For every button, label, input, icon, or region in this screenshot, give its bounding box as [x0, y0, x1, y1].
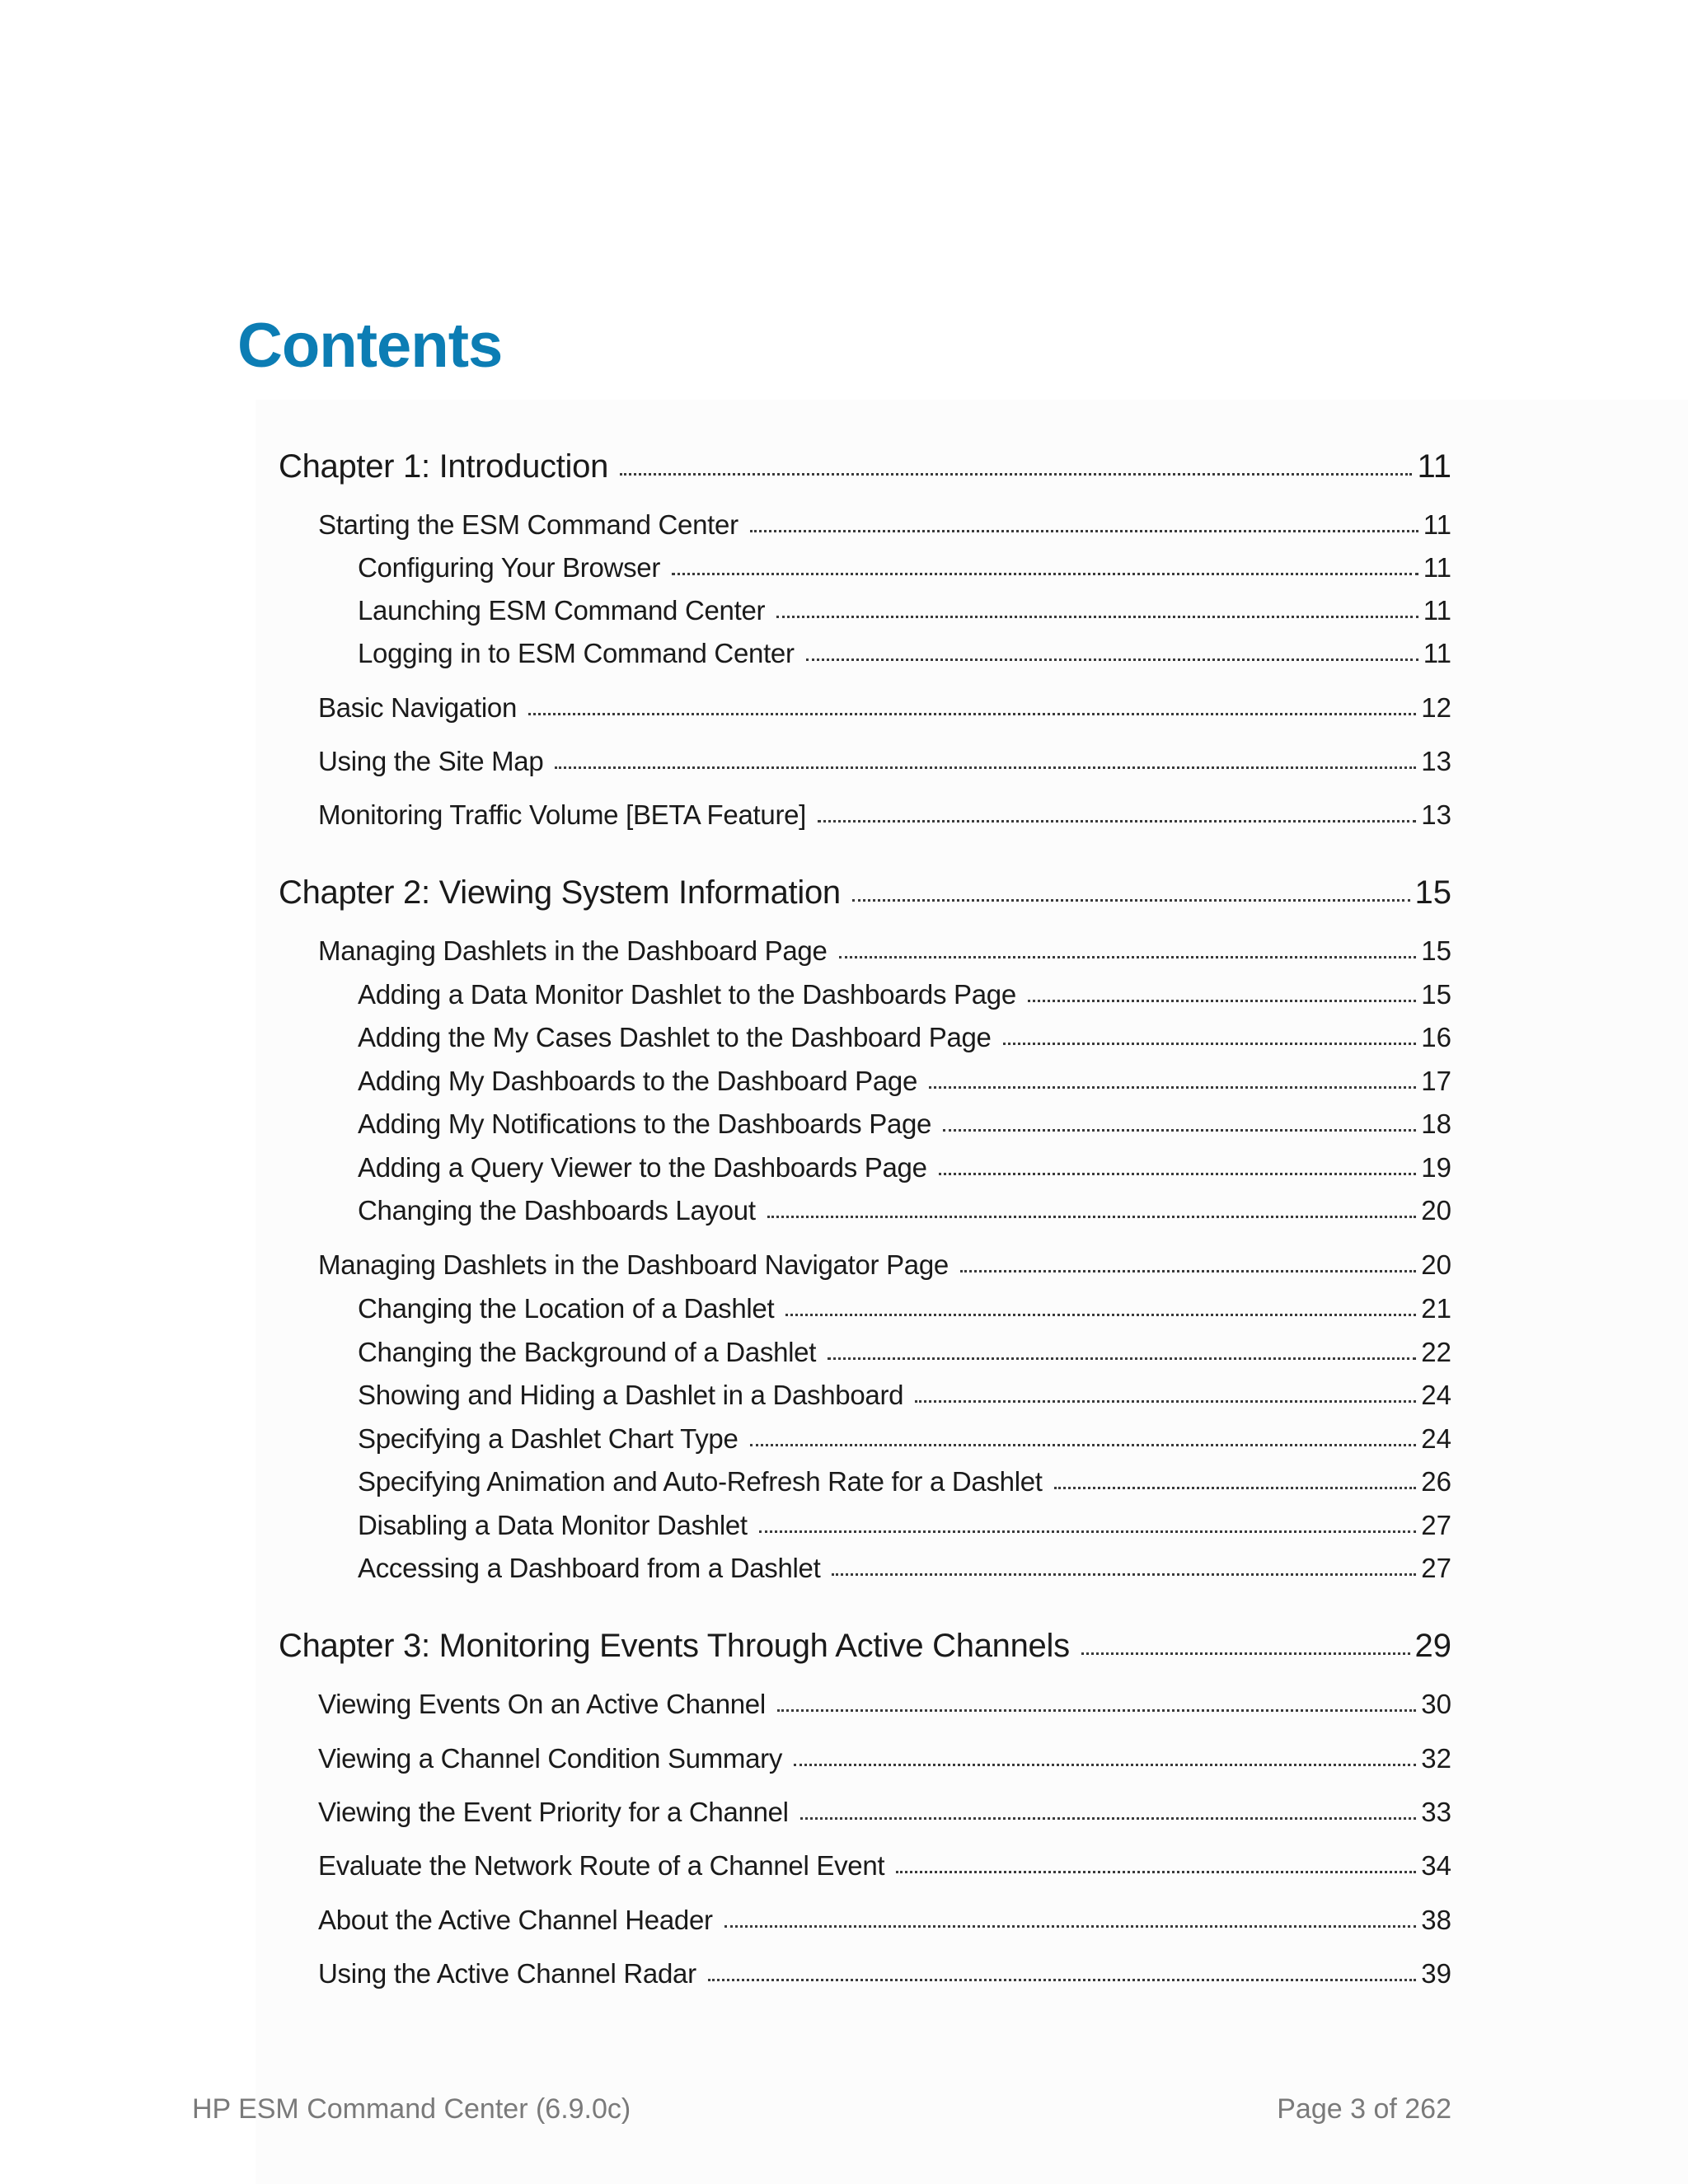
dot-leader: [528, 713, 1416, 715]
toc-page-number: 26: [1421, 1466, 1451, 1497]
toc-subsection[interactable]: [358, 1024, 1451, 1051]
dot-leader: [759, 1530, 1416, 1533]
toc-page-number: 29: [1414, 1628, 1451, 1664]
toc-label: Adding My Notifications to the Dashboards Page: [358, 1108, 932, 1139]
toc-section[interactable]: [318, 1960, 1451, 1987]
toc-page-number: 12: [1421, 692, 1451, 723]
toc-page-number: 33: [1421, 1797, 1451, 1827]
dot-leader: [750, 530, 1418, 532]
toc-page-number: 19: [1421, 1152, 1451, 1183]
toc-subsection[interactable]: [358, 1295, 1451, 1322]
toc-subsection[interactable]: [358, 1338, 1451, 1366]
toc-label: Viewing Events On an Active Channel: [318, 1689, 766, 1719]
toc-page-number: 17: [1421, 1066, 1451, 1096]
toc-section[interactable]: [318, 1852, 1451, 1879]
toc-section[interactable]: [318, 1251, 1451, 1278]
toc-label: Chapter 1: Introduction: [279, 448, 609, 485]
toc-page-number: 15: [1421, 979, 1451, 1010]
toc-subsection[interactable]: [358, 1381, 1451, 1408]
toc-subsection[interactable]: [358, 1554, 1451, 1582]
toc-label: Basic Navigation: [318, 692, 517, 723]
toc-label: Launching ESM Command Center: [358, 595, 766, 626]
dot-leader: [1054, 1487, 1417, 1489]
dot-leader: [767, 1216, 1417, 1218]
dot-leader: [708, 1979, 1417, 1981]
toc-chapter-3[interactable]: [279, 1629, 1451, 1662]
toc-label: Configuring Your Browser: [358, 552, 661, 583]
dot-leader: [776, 616, 1418, 618]
dot-leader: [939, 1173, 1417, 1175]
toc-label: Adding the My Cases Dashlet to the Dashboard Page: [358, 1022, 992, 1052]
toc-subsection[interactable]: [358, 597, 1451, 624]
dot-leader: [960, 1270, 1416, 1272]
toc-label: Logging in to ESM Command Center: [358, 638, 795, 668]
toc-page-number: 32: [1421, 1743, 1451, 1774]
toc-label: Changing the Location of a Dashlet: [358, 1293, 775, 1324]
toc-page-number: 24: [1421, 1423, 1451, 1454]
toc-subsection[interactable]: [358, 640, 1451, 667]
dot-leader: [832, 1573, 1416, 1576]
toc-section[interactable]: [318, 748, 1451, 775]
toc-label: Adding a Query Viewer to the Dashboards Page: [358, 1152, 927, 1183]
dot-leader: [750, 1444, 1417, 1446]
toc-subsection[interactable]: [358, 1067, 1451, 1094]
toc-page-number: 11: [1423, 595, 1451, 626]
toc-page-number: 27: [1421, 1510, 1451, 1540]
dot-leader: [915, 1400, 1416, 1403]
dot-leader: [896, 1871, 1416, 1873]
toc-page-number: 38: [1421, 1905, 1451, 1935]
toc-section[interactable]: [318, 1906, 1451, 1933]
toc-page-number: 13: [1421, 746, 1451, 776]
dot-leader: [777, 1709, 1416, 1712]
toc-page-number: 11: [1423, 552, 1451, 583]
dot-leader: [1081, 1652, 1410, 1655]
toc-section[interactable]: [318, 511, 1451, 538]
toc-label: Chapter 2: Viewing System Information: [279, 874, 841, 911]
toc-page-number: 13: [1421, 799, 1451, 830]
toc-page-number: 11: [1423, 509, 1451, 540]
toc-label: Managing Dashlets in the Dashboard Navigator Page: [318, 1249, 949, 1280]
dot-leader: [852, 899, 1410, 902]
dot-leader: [672, 573, 1418, 575]
dot-leader: [943, 1129, 1416, 1132]
toc-page-number: 30: [1421, 1689, 1451, 1719]
toc-label: Managing Dashlets in the Dashboard Page: [318, 935, 828, 966]
toc-page-number: 15: [1414, 874, 1451, 911]
dot-leader: [555, 766, 1416, 769]
toc-page-number: 24: [1421, 1380, 1451, 1410]
toc-page-number: 11: [1417, 448, 1451, 485]
toc-label: Specifying a Dashlet Chart Type: [358, 1423, 738, 1454]
toc-section[interactable]: [318, 1690, 1451, 1718]
toc-label: Adding My Dashboards to the Dashboard Page: [358, 1066, 917, 1096]
toc-label: Accessing a Dashboard from a Dashlet: [358, 1553, 821, 1583]
toc-label: Evaluate the Network Route of a Channel Event: [318, 1850, 885, 1881]
toc-page-number: 11: [1423, 638, 1451, 668]
toc-page-number: 27: [1421, 1553, 1451, 1583]
toc-page-number: 34: [1421, 1850, 1451, 1881]
toc-label: Specifying Animation and Auto-Refresh Rate for a Dashlet: [358, 1466, 1043, 1497]
footer-page-number: Page 3 of 262: [1277, 2093, 1451, 2125]
toc-section[interactable]: [318, 937, 1451, 964]
toc-page-number: 16: [1421, 1022, 1451, 1052]
toc-page-number: 20: [1421, 1249, 1451, 1280]
toc-label: Viewing the Event Priority for a Channel: [318, 1797, 789, 1827]
toc-page-number: 21: [1421, 1293, 1451, 1324]
toc-section[interactable]: [318, 694, 1451, 721]
toc-page-number: 39: [1421, 1958, 1451, 1989]
toc-chapter-2[interactable]: [279, 876, 1451, 909]
toc-chapter-1[interactable]: [279, 450, 1451, 483]
dot-leader: [929, 1086, 1416, 1089]
toc-page-number: 18: [1421, 1108, 1451, 1139]
toc-page-number: 20: [1421, 1195, 1451, 1226]
toc-label: Changing the Dashboards Layout: [358, 1195, 756, 1226]
toc-subsection[interactable]: [358, 1511, 1451, 1539]
toc-subsection[interactable]: [358, 1425, 1451, 1452]
toc-subsection[interactable]: [358, 1197, 1451, 1224]
toc-page-number: 22: [1421, 1337, 1451, 1367]
dot-leader: [1028, 1000, 1416, 1002]
toc-section[interactable]: [318, 1798, 1451, 1825]
toc-subsection[interactable]: [358, 1468, 1451, 1495]
page-title: Contents: [237, 311, 503, 381]
toc-label: Using the Site Map: [318, 746, 544, 776]
dot-leader: [1003, 1043, 1417, 1045]
toc-subsection[interactable]: [358, 1110, 1451, 1137]
toc-subsection[interactable]: [358, 981, 1451, 1008]
dot-leader: [828, 1357, 1416, 1360]
dot-leader: [724, 1925, 1417, 1928]
dot-leader: [839, 956, 1417, 958]
toc-subsection[interactable]: [358, 554, 1451, 581]
footer-product: HP ESM Command Center (6.9.0c): [192, 2093, 631, 2125]
toc-subsection[interactable]: [358, 1154, 1451, 1181]
toc-label: Monitoring Traffic Volume [BETA Feature]: [318, 799, 807, 830]
toc-label: Starting the ESM Command Center: [318, 509, 738, 540]
dot-leader: [620, 473, 1412, 476]
toc-label: Disabling a Data Monitor Dashlet: [358, 1510, 748, 1540]
dot-leader: [806, 658, 1418, 661]
toc-label: About the Active Channel Header: [318, 1905, 713, 1935]
dot-leader: [818, 820, 1416, 823]
dot-leader: [794, 1764, 1416, 1766]
toc-page-number: 15: [1421, 935, 1451, 966]
dot-leader: [800, 1817, 1417, 1820]
toc-label: Showing and Hiding a Dashlet in a Dashboard: [358, 1380, 904, 1410]
toc-section[interactable]: [318, 801, 1451, 828]
toc-label: Using the Active Channel Radar: [318, 1958, 696, 1989]
dot-leader: [785, 1314, 1416, 1316]
toc-label: Adding a Data Monitor Dashlet to the Dashboards Page: [358, 979, 1016, 1010]
toc-label: Chapter 3: Monitoring Events Through Active Channels: [279, 1628, 1070, 1664]
toc-section[interactable]: [318, 1745, 1451, 1772]
toc-label: Viewing a Channel Condition Summary: [318, 1743, 783, 1774]
toc-label: Changing the Background of a Dashlet: [358, 1337, 817, 1367]
